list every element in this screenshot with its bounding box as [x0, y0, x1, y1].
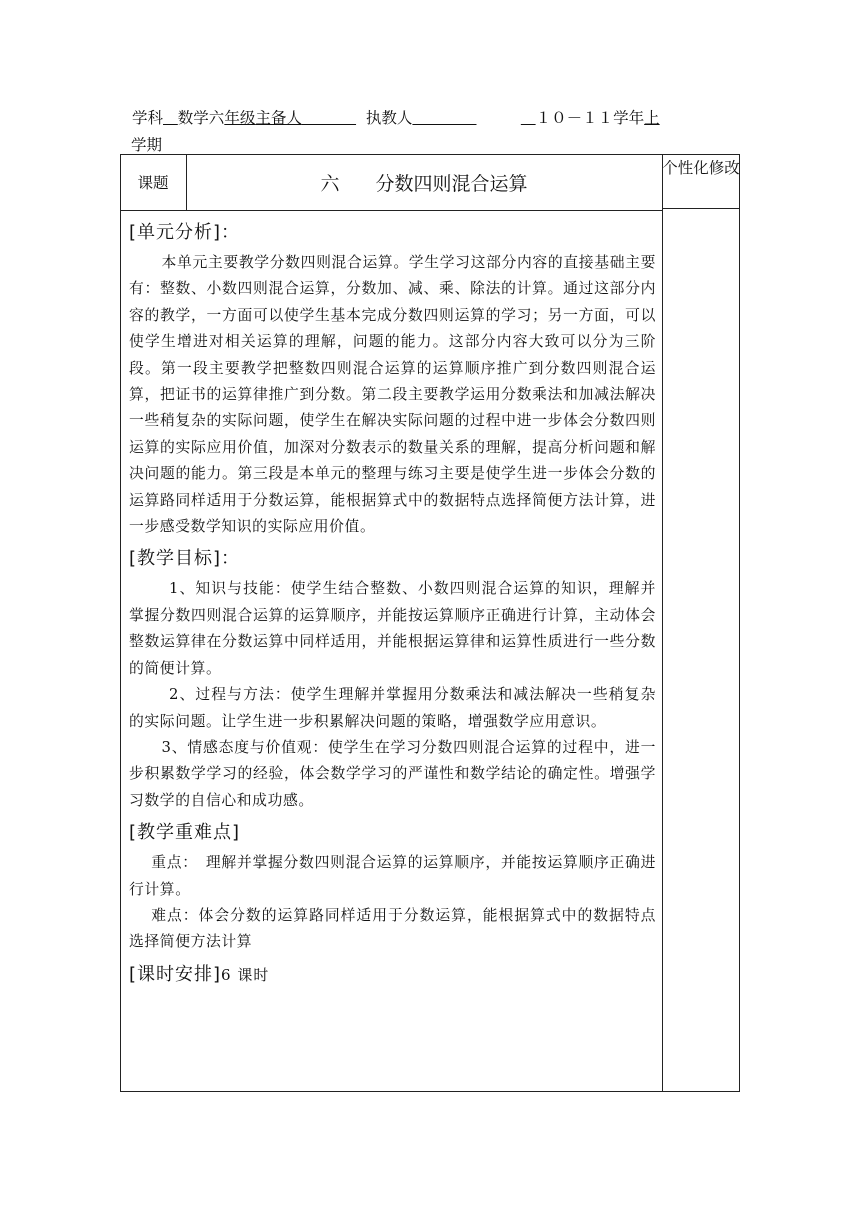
subject-value: 数学六 [177, 109, 225, 127]
planner-label: 主备人 [255, 109, 302, 127]
header-line [132, 106, 742, 130]
term-suffix: 学期 [131, 136, 163, 154]
table-divider [662, 208, 740, 209]
personal-revision-header: 个性化修改 [662, 159, 740, 177]
lesson-content [129, 214, 656, 992]
objective-item: 2、过程与方法：使学生理解并掌握用分数乘法和减法解决一些稍复杂的实际问题。让学生进一步积累解决问题的策略，增强数学应用意识。 [129, 686, 656, 730]
key-point-text: 重点： 理解并掌握分数四则混合运算的运算顺序，并能按运算顺序正确进行计算。 [129, 854, 656, 898]
table-divider [662, 154, 663, 1092]
subject-label: 学科 [132, 109, 164, 127]
term-value: 上 [644, 109, 660, 127]
unit-number: 六 [320, 172, 340, 195]
topic-label: 课题 [137, 174, 169, 192]
schedule-value: 6 课时 [221, 965, 270, 984]
year-label: 学年 [613, 109, 645, 127]
schedule-heading: [课时安排] [129, 963, 222, 985]
year-value: １０－１１ [535, 109, 614, 127]
objectives-heading: [教学目标]： [129, 548, 241, 570]
teacher-blank [412, 106, 476, 130]
grade-label: 年级 [224, 109, 256, 127]
table-divider [120, 210, 662, 211]
key-points-heading: [教学重难点] [129, 822, 241, 844]
schedule-line [129, 962, 656, 988]
analysis-heading: [单元分析]： [129, 222, 241, 243]
unit-title: 分数四则混合运算 [375, 172, 528, 195]
teacher-label: 执教人 [365, 109, 413, 127]
analysis-text: 本单元主要教学分数四则混合运算。学生学习这部分内容的直接基础主要有：整数、小数四则混合运算，分数加、减、乘、除法的计算。通过这部分内容的教学，一方面可以使学生基本完成分数四则运算的学习；另一方面，可以使学生增进对相关运算的理解，问题的能力。这部分内容大致可以分为三阶段。第一段主要教学把整数四则混合运算的运算顺序推广到分数四则混合运算，把证书的运算律推广到分数。第二段主要教学运用分数乘法和加减法解决一些稍复杂的实际问题，使学生在解决实际问题的过程中进一步体会分数四则运算的实际应用价值，加深对分数表示的数量关系的理解，提高分析问题和解决问题的能力。第三段是本单元的整理与练习主要是使学生进一步体会分数的运算路同样适用于分数运算，能根据算式中的数据特点选择简便方法计算，进一步感受数学知识的实际应用价值。 [129, 254, 656, 536]
planner-blank [302, 106, 356, 130]
unit-title-cell [186, 154, 662, 210]
objective-item: 1、知识与技能：使学生结合整数、小数四则混合运算的知识，理解并掌握分数四则混合运算的运算顺序，并能按运算顺序正确进行计算，主动体会整数运算律在分数运算中同样适用，并能根据运算律和运算性质进行一些分数的简便计算。 [129, 580, 656, 677]
objective-item: 3、情感态度与价值观：使学生在学习分数四则混合运算的过程中，进一步积累数学学习的经验，体会数学学习的严谨性和数学结论的确定性。增强学习数学的自信心和成功感。 [129, 738, 656, 809]
difficult-point-text: 难点：体会分数的运算路同样适用于分数运算，能根据算式中的数据特点选择简便方法计算 [129, 906, 656, 951]
